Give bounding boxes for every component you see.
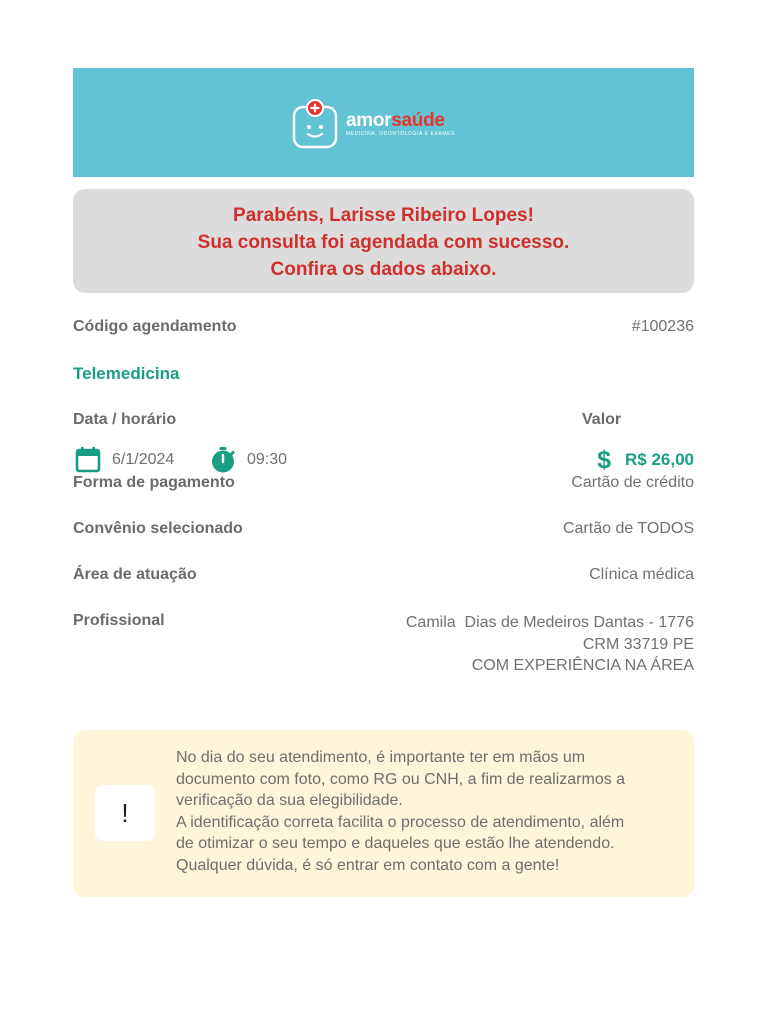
professional-name: Camila Dias de Medeiros Dantas - 1776 [405, 614, 694, 631]
notice-line: A identificação correta facilita o processo de atendimento, além [176, 813, 625, 831]
professional-label: Profissional [73, 612, 165, 629]
id-notice-box [73, 730, 694, 897]
notice-line: No dia do seu atendimento, é importante ter em mãos um [176, 749, 586, 766]
code-value: #100236 [631, 318, 694, 335]
code-label: Código agendamento [73, 318, 237, 335]
notice-line: documento com foto, como RG ou CNH, a fim de realizarmos a [176, 770, 626, 788]
doctor-bag-logo-icon [292, 97, 338, 149]
professional-note: COM EXPERIÊNCIA NA ÁREA [471, 657, 694, 674]
success-message-box [73, 189, 694, 293]
exclamation-icon: ! [95, 785, 155, 841]
time-value: 09:30 [247, 451, 288, 468]
professional-info [406, 612, 694, 677]
brand-wordmark: amorsaúde [346, 110, 445, 131]
notice-line: verificação da sua elegibilidade. [176, 792, 403, 810]
notice-line: de otimizar o seu tempo e daqueles que estão lhe atendendo. [176, 835, 615, 853]
plan-label: Convênio selecionado [73, 520, 243, 537]
price-value: R$ 26,00 [625, 450, 694, 469]
professional-crm: CRM 33719 PE [582, 635, 694, 653]
value-label: Valor [582, 411, 622, 428]
brand-logo [292, 97, 492, 149]
area-label: Área de atuação [73, 566, 197, 583]
dollar-icon: $ [597, 445, 611, 474]
payment-label: Forma de pagamento [73, 474, 235, 491]
price-field [597, 446, 694, 474]
notice-line: Qualquer dúvida, é só entrar em contato com a gente! [176, 856, 560, 874]
date-value: 6/1/2024 [112, 451, 175, 468]
success-greeting: Parabéns, Larisse Ribeiro Lopes! [233, 205, 534, 226]
notice-text [176, 747, 681, 877]
time-field [209, 446, 287, 474]
success-instruction: Confira os dados abaixo. [270, 259, 497, 280]
brand-tagline: MEDICINA, ODONTOLOGIA E EXAMES [346, 131, 456, 137]
success-text: Sua consulta foi agendada com sucesso. [197, 232, 570, 253]
area-value: Clínica médica [589, 566, 694, 583]
datetime-label: Data / horário [73, 411, 177, 428]
payment-value: Cartão de crédito [571, 474, 694, 491]
date-field [74, 446, 174, 474]
appointment-type: Telemedicina [73, 364, 180, 383]
calendar-icon [74, 446, 102, 474]
stopwatch-icon [209, 446, 237, 474]
plan-value: Cartão de TODOS [562, 520, 694, 537]
